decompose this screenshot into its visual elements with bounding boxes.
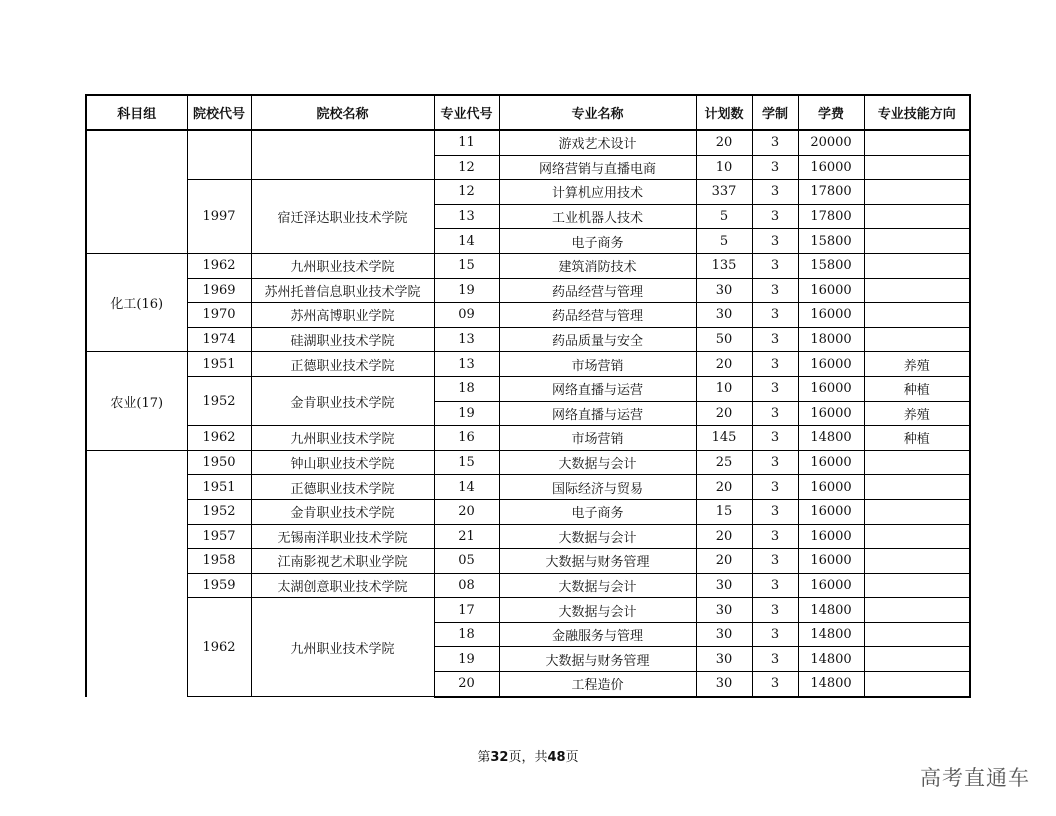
plan-count-cell: 145 (696, 426, 752, 451)
table-row (86, 598, 970, 623)
skill-direction-cell (864, 672, 970, 697)
tuition-cell: 16000 (798, 155, 864, 180)
tuition-cell: 16000 (798, 376, 864, 401)
total-pages: 48 (547, 750, 566, 765)
plan-count-cell: 20 (696, 130, 752, 155)
major-name-cell: 游戏艺术设计 (499, 130, 696, 155)
years-cell: 3 (752, 303, 798, 328)
header-major-code: 专业代号 (434, 95, 499, 130)
subject-group-cell: 农业(17) (86, 352, 187, 450)
school-name-cell: 无锡南洋职业技术学院 (251, 524, 434, 549)
table-row (86, 426, 970, 451)
tuition-cell: 20000 (798, 130, 864, 155)
years-cell: 3 (752, 204, 798, 229)
current-page: 32 (490, 750, 509, 765)
skill-direction-cell: 养殖 (864, 401, 970, 426)
major-code-cell: 21 (434, 524, 499, 549)
tuition-cell: 14800 (798, 426, 864, 451)
skill-direction-cell (864, 327, 970, 352)
school-name-cell: 硅湖职业技术学院 (251, 327, 434, 352)
tuition-cell: 16000 (798, 549, 864, 574)
major-code-cell: 14 (434, 475, 499, 500)
tuition-cell: 17800 (798, 180, 864, 205)
major-name-cell: 大数据与会计 (499, 524, 696, 549)
major-code-cell: 18 (434, 622, 499, 647)
years-cell: 3 (752, 524, 798, 549)
page-suffix: 页 (565, 750, 579, 765)
page-middle: 页，共 (508, 750, 548, 765)
years-cell: 3 (752, 278, 798, 303)
major-name-cell: 大数据与会计 (499, 450, 696, 475)
major-code-cell: 15 (434, 450, 499, 475)
major-code-cell: 12 (434, 155, 499, 180)
plan-count-cell: 25 (696, 450, 752, 475)
plan-count-cell: 20 (696, 475, 752, 500)
tuition-cell: 17800 (798, 204, 864, 229)
tuition-cell: 14800 (798, 672, 864, 697)
page-prefix: 第 (477, 750, 491, 765)
major-name-cell: 电子商务 (499, 499, 696, 524)
plan-count-cell: 30 (696, 672, 752, 697)
skill-direction-cell (864, 204, 970, 229)
subject-group-cell (86, 450, 187, 696)
years-cell: 3 (752, 499, 798, 524)
skill-direction-cell (864, 229, 970, 254)
school-name-cell: 金肯职业技术学院 (251, 376, 434, 425)
tuition-cell: 15800 (798, 229, 864, 254)
plan-count-cell: 30 (696, 573, 752, 598)
school-name-cell: 九州职业技术学院 (251, 426, 434, 451)
plan-count-cell: 20 (696, 401, 752, 426)
skill-direction-cell (864, 130, 970, 155)
school-name-cell: 江南影视艺术职业学院 (251, 549, 434, 574)
skill-direction-cell (864, 573, 970, 598)
admission-plan-table (85, 94, 971, 698)
major-name-cell: 计算机应用技术 (499, 180, 696, 205)
table-row (86, 327, 970, 352)
skill-direction-cell (864, 647, 970, 672)
major-name-cell: 药品经营与管理 (499, 303, 696, 328)
page-number (0, 746, 1056, 765)
skill-direction-cell (864, 450, 970, 475)
skill-direction-cell (864, 180, 970, 205)
school-name-cell: 苏州托普信息职业技术学院 (251, 278, 434, 303)
major-code-cell: 19 (434, 278, 499, 303)
major-code-cell: 19 (434, 401, 499, 426)
years-cell: 3 (752, 426, 798, 451)
tuition-cell: 14800 (798, 598, 864, 623)
skill-direction-cell (864, 253, 970, 278)
table-row (86, 549, 970, 574)
major-code-cell: 15 (434, 253, 499, 278)
major-name-cell: 网络直播与运营 (499, 376, 696, 401)
skill-direction-cell (864, 622, 970, 647)
major-name-cell: 大数据与会计 (499, 573, 696, 598)
table-row (86, 573, 970, 598)
header-years: 学制 (752, 95, 798, 130)
tuition-cell: 14800 (798, 622, 864, 647)
table-row (86, 180, 970, 205)
school-name-cell: 太湖创意职业技术学院 (251, 573, 434, 598)
header-plan-count: 计划数 (696, 95, 752, 130)
school-code-cell: 1970 (187, 303, 251, 328)
major-name-cell: 市场营销 (499, 352, 696, 377)
skill-direction-cell: 种植 (864, 426, 970, 451)
major-name-cell: 电子商务 (499, 229, 696, 254)
tuition-cell: 16000 (798, 524, 864, 549)
major-name-cell: 大数据与财务管理 (499, 647, 696, 672)
major-name-cell: 大数据与财务管理 (499, 549, 696, 574)
plan-count-cell: 10 (696, 376, 752, 401)
plan-count-cell: 30 (696, 622, 752, 647)
table-header-row (86, 95, 970, 130)
major-code-cell: 09 (434, 303, 499, 328)
major-name-cell: 药品经营与管理 (499, 278, 696, 303)
major-code-cell: 13 (434, 327, 499, 352)
tuition-cell: 18000 (798, 327, 864, 352)
tuition-cell: 15800 (798, 253, 864, 278)
school-name-cell: 苏州高博职业学院 (251, 303, 434, 328)
school-code-cell: 1962 (187, 253, 251, 278)
school-code-cell: 1969 (187, 278, 251, 303)
skill-direction-cell (864, 278, 970, 303)
major-code-cell: 14 (434, 229, 499, 254)
skill-direction-cell (864, 155, 970, 180)
plan-count-cell: 50 (696, 327, 752, 352)
skill-direction-cell (864, 598, 970, 623)
years-cell: 3 (752, 672, 798, 697)
major-name-cell: 网络营销与直播电商 (499, 155, 696, 180)
tuition-cell: 16000 (798, 278, 864, 303)
school-code-cell: 1962 (187, 598, 251, 697)
table-row (86, 376, 970, 401)
years-cell: 3 (752, 598, 798, 623)
major-name-cell: 市场营销 (499, 426, 696, 451)
school-name-cell: 金肯职业技术学院 (251, 499, 434, 524)
tuition-cell: 16000 (798, 303, 864, 328)
years-cell: 3 (752, 549, 798, 574)
header-skill-direction: 专业技能方向 (864, 95, 970, 130)
plan-count-cell: 20 (696, 352, 752, 377)
school-code-cell: 1962 (187, 426, 251, 451)
table-row (86, 450, 970, 475)
school-name-cell: 九州职业技术学院 (251, 598, 434, 697)
plan-count-cell: 20 (696, 524, 752, 549)
major-code-cell: 17 (434, 598, 499, 623)
header-subject-group: 科目组 (86, 95, 187, 130)
table-row (86, 303, 970, 328)
major-code-cell: 16 (434, 426, 499, 451)
plan-count-cell: 20 (696, 549, 752, 574)
school-name-cell: 正德职业技术学院 (251, 352, 434, 377)
major-code-cell: 18 (434, 376, 499, 401)
tuition-cell: 16000 (798, 475, 864, 500)
plan-count-cell: 5 (696, 229, 752, 254)
plan-count-cell: 30 (696, 278, 752, 303)
table-row (86, 253, 970, 278)
major-name-cell: 药品质量与安全 (499, 327, 696, 352)
table-row (86, 499, 970, 524)
tuition-cell: 16000 (798, 573, 864, 598)
years-cell: 3 (752, 253, 798, 278)
school-name-cell: 宿迁泽达职业技术学院 (251, 180, 434, 254)
major-code-cell: 05 (434, 549, 499, 574)
school-code-cell: 1952 (187, 499, 251, 524)
years-cell: 3 (752, 475, 798, 500)
school-code-cell: 1957 (187, 524, 251, 549)
major-name-cell: 工业机器人技术 (499, 204, 696, 229)
plan-count-cell: 15 (696, 499, 752, 524)
years-cell: 3 (752, 450, 798, 475)
plan-count-cell: 10 (696, 155, 752, 180)
major-code-cell: 11 (434, 130, 499, 155)
major-name-cell: 工程造价 (499, 672, 696, 697)
plan-count-cell: 337 (696, 180, 752, 205)
major-name-cell: 网络直播与运营 (499, 401, 696, 426)
school-code-cell: 1959 (187, 573, 251, 598)
school-code-cell: 1952 (187, 376, 251, 425)
skill-direction-cell: 养殖 (864, 352, 970, 377)
major-name-cell: 金融服务与管理 (499, 622, 696, 647)
school-name-cell: 钟山职业技术学院 (251, 450, 434, 475)
tuition-cell: 16000 (798, 352, 864, 377)
table-row (86, 278, 970, 303)
skill-direction-cell: 种植 (864, 376, 970, 401)
table-row (86, 352, 970, 377)
header-tuition: 学费 (798, 95, 864, 130)
major-code-cell: 13 (434, 204, 499, 229)
major-name-cell: 建筑消防技术 (499, 253, 696, 278)
plan-count-cell: 30 (696, 647, 752, 672)
plan-count-cell: 135 (696, 253, 752, 278)
skill-direction-cell (864, 524, 970, 549)
tuition-cell: 16000 (798, 401, 864, 426)
years-cell: 3 (752, 622, 798, 647)
years-cell: 3 (752, 352, 798, 377)
major-name-cell: 大数据与会计 (499, 598, 696, 623)
table-row (86, 130, 970, 155)
years-cell: 3 (752, 647, 798, 672)
school-code-cell: 1958 (187, 549, 251, 574)
subject-group-cell (86, 130, 187, 253)
major-code-cell: 13 (434, 352, 499, 377)
watermark-text: 高考直通车 (920, 766, 1030, 790)
major-code-cell: 20 (434, 672, 499, 697)
school-name-cell (251, 130, 434, 180)
major-code-cell: 12 (434, 180, 499, 205)
school-name-cell: 九州职业技术学院 (251, 253, 434, 278)
tuition-cell: 14800 (798, 647, 864, 672)
header-school-name: 院校名称 (251, 95, 434, 130)
school-code-cell (187, 130, 251, 180)
skill-direction-cell (864, 549, 970, 574)
header-major-name: 专业名称 (499, 95, 696, 130)
tuition-cell: 16000 (798, 450, 864, 475)
years-cell: 3 (752, 573, 798, 598)
major-code-cell: 08 (434, 573, 499, 598)
table-row (86, 475, 970, 500)
major-name-cell: 国际经济与贸易 (499, 475, 696, 500)
school-code-cell: 1997 (187, 180, 251, 254)
school-name-cell: 正德职业技术学院 (251, 475, 434, 500)
school-code-cell: 1951 (187, 352, 251, 377)
years-cell: 3 (752, 376, 798, 401)
years-cell: 3 (752, 401, 798, 426)
years-cell: 3 (752, 155, 798, 180)
major-code-cell: 20 (434, 499, 499, 524)
school-code-cell: 1950 (187, 450, 251, 475)
header-school-code: 院校代号 (187, 95, 251, 130)
school-code-cell: 1951 (187, 475, 251, 500)
years-cell: 3 (752, 229, 798, 254)
major-code-cell: 19 (434, 647, 499, 672)
skill-direction-cell (864, 303, 970, 328)
years-cell: 3 (752, 327, 798, 352)
tuition-cell: 16000 (798, 499, 864, 524)
years-cell: 3 (752, 130, 798, 155)
skill-direction-cell (864, 475, 970, 500)
years-cell: 3 (752, 180, 798, 205)
subject-group-cell: 化工(16) (86, 253, 187, 351)
skill-direction-cell (864, 499, 970, 524)
plan-count-cell: 30 (696, 598, 752, 623)
plan-count-cell: 30 (696, 303, 752, 328)
plan-count-cell: 5 (696, 204, 752, 229)
table-body (86, 130, 970, 697)
table-row (86, 524, 970, 549)
school-code-cell: 1974 (187, 327, 251, 352)
